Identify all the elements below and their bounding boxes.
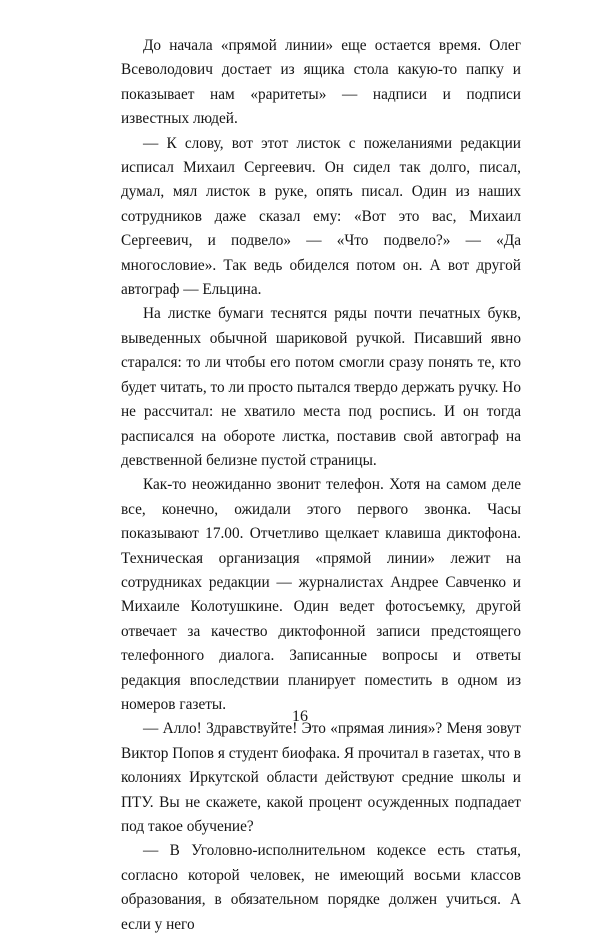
paragraph: — В Уголовно-исполнительном кодексе есть статья, согласно которой человек, не имеющий восьми классов образования, в обязательном порядке должен учиться. А если у него <box>121 842 521 933</box>
paragraph: До начала «прямой линии» еще остается время. Олег Всеволодович достает из ящика стола какую-то папку и показывает нам «раритеты» — надписи и подписи известных людей. <box>121 37 521 128</box>
paragraph: — Алло! Здравствуйте! Это «прямая линия»? Меня зовут Виктор Попов я студент биофака. Я прочитал в газетах, что в колониях Иркутской области действуют средние школы и ПТУ. Вы не скажете, какой процент осужденных подпадает под такое обучение? <box>121 720 521 835</box>
body-text <box>121 34 521 937</box>
paragraph: Как-то неожиданно звонит телефон. Хотя на самом деле все, конечно, ожидали этого первого звонка. Часы показывают 17.00. Отчетливо щелкает клавиша диктофона. Техническая организация «прямой линии» лежит на сотрудниках редакции — журналистах Андрее Савченко и Михаиле Колотушкине. Один ведет фотосъемку, другой отвечает за качество диктофонной записи предстоящего телефонного диалога. Записанные вопросы и ответы редакция впоследствии планирует поместить в одном из номеров газеты. <box>121 476 521 713</box>
paragraph: На листке бумаги теснятся ряды почти печатных букв, выведенных обычной шариковой ручкой. Писавший явно старался: то ли чтобы его потом смогли сразу понять те, кто будет читать, то ли просто пытался твердо держать ручку. Но не рассчитал: не хватило места под роспись. И он тогда расписался на обороте листка, поставив свой автограф на девственной белизне пустой страницы. <box>121 305 521 469</box>
page-number: 16 <box>292 708 308 725</box>
paragraph: — К слову, вот этот листок с пожеланиями редакции исписал Михаил Сергеевич. Он сидел так долго, писал, думал, мял листок в руке, опять писал. Один из наших сотрудников даже сказал ему: «Вот это вас, Михаил Сергеевич, и подвело» — «Что подвело?» — «Да многословие». Так ведь обиделся потом он. А вот другой автограф — Ельцина. <box>121 134 521 299</box>
